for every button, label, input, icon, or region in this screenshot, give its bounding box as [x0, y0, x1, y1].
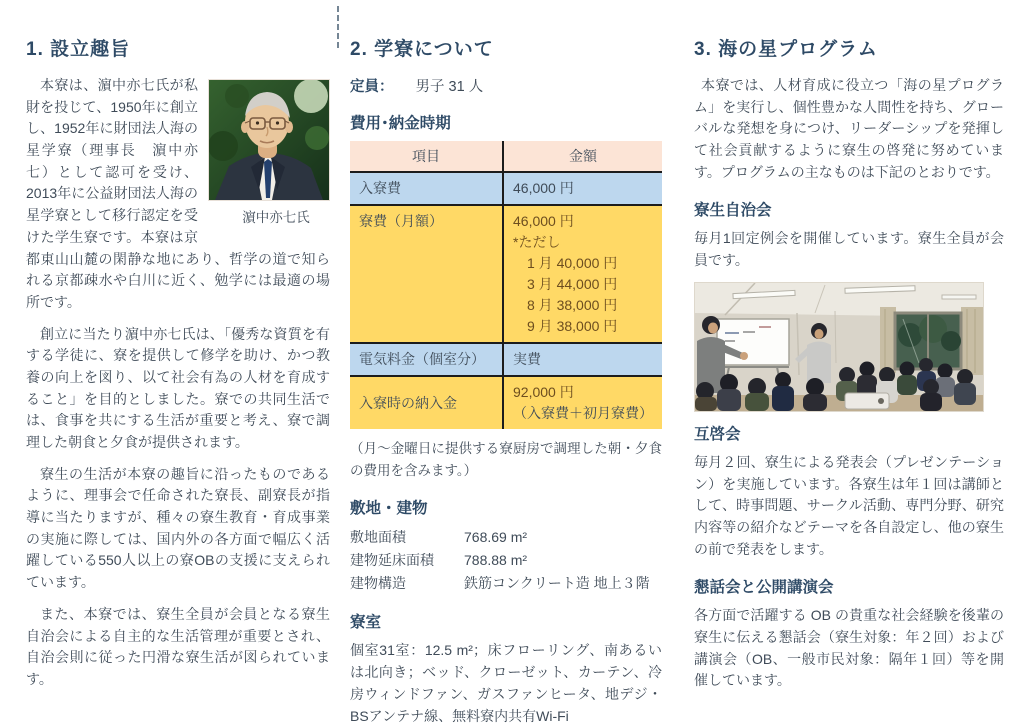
fold-mark [337, 6, 339, 48]
building-heading: 敷地・建物 [350, 500, 428, 518]
floor-area-value: 788.88 m² [464, 552, 528, 569]
program-intro: 本寮では、人材育成に役立つ「海の星プログラム」を実行し、個性豊かな人間性を持ち、グローバルな発想を身につけ、リーダーシップを発揮して社会貢献するように寮生の啓発に努めています。プログラムの主なものは下記のとおりです。 [694, 77, 1004, 180]
monthly-fee-base: 46,000 円 [513, 213, 574, 229]
section-sea-star-program [694, 34, 1004, 702]
meeting-photo [694, 282, 984, 412]
floor-area-label: 建物延床面積 [350, 552, 434, 569]
monthly-fee-sep: 9 月 38,000 円 [527, 318, 618, 334]
mutual-enlightenment-text: 毎月２回、寮生による発表会（プレゼンテーション）を実施しています。各寮生は年１回は講師として、時事問題、サークル活動、専門分野、研究内容等の紹介などテーマを各自設定し、他の寮生の前で発表をします。 [694, 453, 1004, 557]
meeting-figure [694, 282, 1004, 412]
fees-table-header-row [350, 141, 662, 172]
monthly-fee-mar: 3 月 44,000 円 [527, 276, 618, 292]
monthly-fee-amount [503, 205, 662, 343]
entry-fee-amount: 46,000 円 [503, 172, 662, 205]
founding-paragraph-1-text: 本寮は、濵中亦七氏が私財を投じて、1950年に創立し、1952年に財団法人海の星学寮（理事長 濵中亦七）として認可を受け、2013年に公益財団法人海の星学寮として移行認定を受けた学生寮です。本寮は京都東山山麓の閑静な地にあり、哲学の道で知られる京都疎水や白川に近く、勉学には最適の場所です。 [26, 77, 330, 310]
spec-row-floor-area [350, 549, 662, 572]
site-area-value: 768.69 m² [464, 529, 528, 546]
electricity-amount: 実費 [503, 343, 662, 376]
table-row-move-in-payment [350, 376, 662, 429]
monthly-fee-jan: 1 月 40,000 円 [527, 255, 618, 271]
social-lecture-text: 各方面で活躍する OB の貴重な社会経験を後輩の寮生に伝える懇話会（寮生対象：年２回）および講演会（OB、一般市民対象：隔年１回）等を開催しています。 [694, 607, 1004, 689]
fees-header-item: 項目 [350, 141, 503, 172]
entry-fee-item: 入寮費 [350, 172, 503, 205]
section-about-dormitory [350, 34, 662, 724]
spec-row-site-area [350, 526, 662, 549]
room-description: 個室31室：12.5 m²；床フローリング、南あるいは北向き；ベッド、クローゼット、カーテン、冷房ウィンドファン、ガスファンヒータ、地デジ・BSアンテナ線、無料寮内共有Wi-Fi [350, 642, 662, 724]
move-in-item: 入寮時の納入金 [350, 376, 503, 429]
monthly-fee-note: *ただし [513, 234, 561, 250]
social-lecture-heading: 懇話会と公開講演会 [694, 579, 834, 597]
program-title: 3. 海の星プログラム [694, 39, 878, 60]
move-in-amount-value: 92,000 円 [513, 384, 574, 400]
founding-paragraph-3: 寮生の生活が本寮の趣旨に沿ったものであるように、理事会で任命された寮長、副寮長が指導に当たりますが、種々の寮生教育・育成事業の実施に際しては、国内外の各方面で幅広く活躍している550人以上の寮OBの支援に支えられています。 [26, 465, 330, 591]
capacity-line [350, 75, 662, 96]
founder-photo-caption: 濵中亦七氏 [242, 210, 310, 225]
mutual-enlightenment-heading: 互啓会 [694, 425, 741, 443]
student-council-text: 毎月1回定例会を開催しています。寮生全員が会員です。 [694, 230, 1004, 269]
student-council-heading: 寮生自治会 [694, 202, 772, 220]
founding-paragraph-4: また、本寮では、寮生全員が会員となる寮生自治会による自主的な生活管理が重要とされ、自治会則に従った円滑な寮生活が図られています。 [26, 605, 330, 687]
table-row-entry-fee [350, 172, 662, 205]
structure-value: 鉄筋コンクリート造 地上３階 [464, 575, 650, 592]
structure-label: 建物構造 [350, 575, 406, 592]
fees-table-note: （月～金曜日に提供する寮厨房で調理した朝・夕食の費用を含みます。） [350, 441, 662, 478]
fees-header-amount: 金額 [503, 141, 662, 172]
founding-paragraph-1 [26, 75, 330, 314]
capacity-value: 男子 31 人 [415, 79, 484, 95]
monthly-fee-item: 寮費（月額） [350, 205, 503, 343]
move-in-amount [503, 376, 662, 429]
room-heading: 寮室 [350, 614, 382, 632]
monthly-fee-aug: 8 月 38,000 円 [527, 297, 618, 313]
founder-figure [208, 79, 330, 229]
founding-paragraph-2: 創立に当たり濵中亦七氏は、「優秀な資質を有する学徒に、寮を提供して修学を助け、かつ教養の向上を図り、以て社会有為の人材を育成すること」を目的としました。寮での共同生活では、食事を共にする生活が重要と考え、寮で調理した朝食と夕食が提供されます。 [26, 325, 330, 450]
site-area-label: 敷地面積 [350, 529, 406, 546]
spec-row-structure [350, 572, 662, 595]
table-row-monthly-fee [350, 205, 662, 343]
fees-table [350, 141, 662, 429]
founding-title: 1. 設立趣旨 [26, 39, 131, 60]
founder-portrait-photo [208, 79, 330, 201]
electricity-item: 電気料金（個室分） [350, 343, 503, 376]
move-in-amount-detail: （入寮費＋初月寮費） [513, 405, 653, 421]
fees-heading: 費用･納金時期 [350, 115, 451, 132]
table-row-electricity [350, 343, 662, 376]
section-founding-purpose [26, 34, 330, 701]
dormitory-title: 2. 学寮について [350, 39, 494, 60]
capacity-label: 定員： [350, 79, 394, 95]
